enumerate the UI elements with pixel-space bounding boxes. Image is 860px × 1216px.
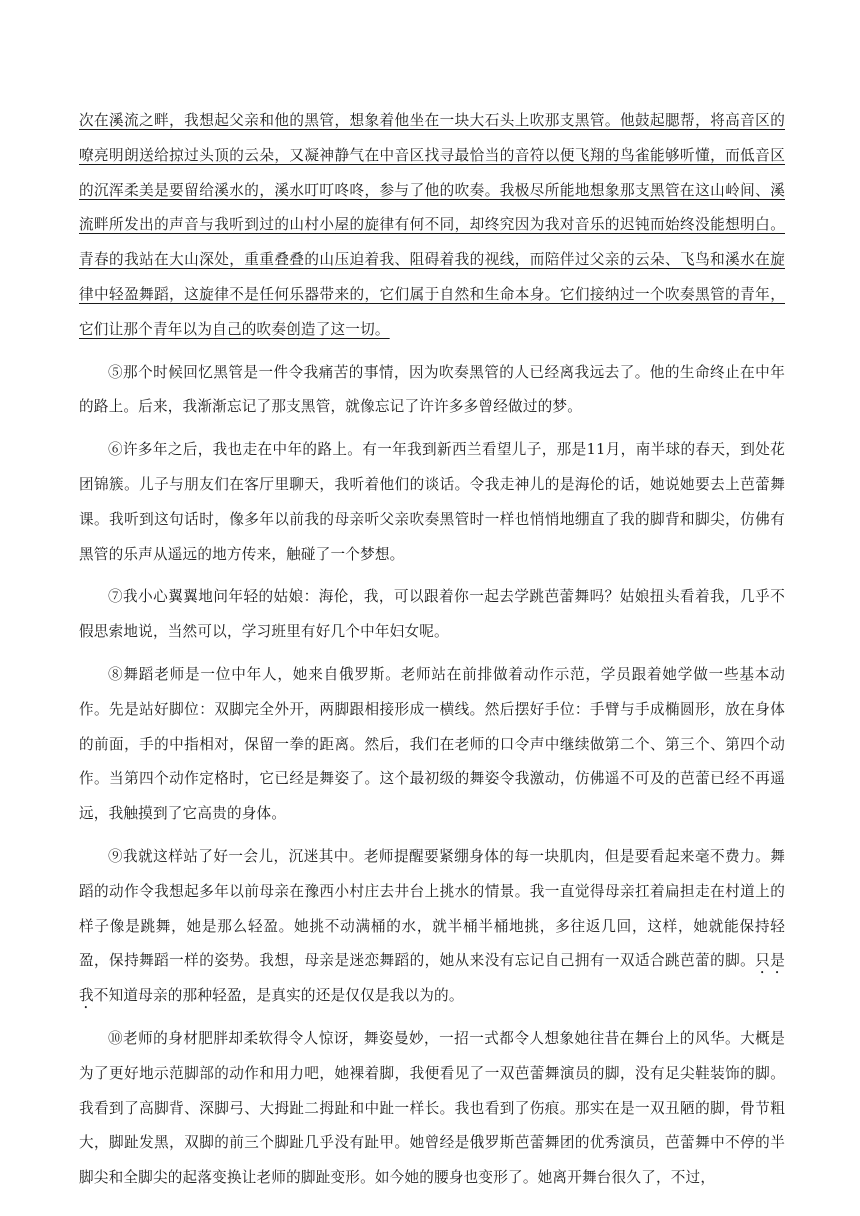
paragraph-9-emphasis: 只是我	[79, 952, 785, 1005]
paragraph-7: ⑦我小心翼翼地问年轻的姑娘：海伦，我，可以跟着你一起去学跳芭蕾舞吗？姑娘扭头看着我，几乎不假思索地说，当然可以，学习班里有好几个中年妇女呢。	[79, 588, 785, 641]
paragraph-9	[79, 840, 785, 1014]
document-body	[79, 104, 785, 1196]
paragraph-8: ⑧舞蹈老师是一位中年人，她来自俄罗斯。老师站在前排做着动作示范，学员跟着她学做一些基本动作。先是站好脚位：双脚完全外开，两脚跟相接形成一横线。然后摆好手位：手臂与手成椭圆形，放在身体的前面，手的中指相对，保留一拳的距离。然后，我们在老师的口令声中继续做第二个、第三个、第四个动作。当第四个动作定格时，它已经是舞姿了。这个最初级的舞姿令我激动，仿佛遥不可及的芭蕾已经不再遥远，我触摸到了它高贵的身体。	[79, 665, 785, 823]
paragraph-9-main: ⑨我就这样站了好一会儿，沉迷其中。老师提醒要紧绷身体的每一块肌肉，但是要看起来毫不费力。舞蹈的动作令我想起多年以前母亲在豫西小村庄去井台上挑水的情景。我一直觉得母亲扛着扁担走在村道上的样子像是跳舞，她是那么轻盈。她挑不动满桶的水，就半桶半桶地挑，多往返几回，这样，她就能保持轻盈，保持舞蹈一样的姿势。我想，母亲是迷恋舞蹈的，她从来没有忘记自己拥有一双适合跳芭蕾的脚。	[79, 847, 785, 970]
paragraph-6: ⑥许多年之后，我也走在中年的路上。有一年我到新西兰看望儿子，那是11月，南半球的春天，到处花团锦簇。儿子与朋友们在客厅里聊天，我听着他们的谈话。令我走神儿的是海伦的话，她说她要去上芭蕾舞课。我听到这句话时，像多年以前我的母亲听父亲吹奏黑管时一样也悄悄地绷直了我的脚背和脚尖，仿佛有黑管的乐声从遥远的地方传来，触碰了一个梦想。	[79, 441, 785, 563]
paragraph-continued-underlined: 次在溪流之畔，我想起父亲和他的黑管，想象着他坐在一块大石头上吹那支黑管。他鼓起腮帮，将高音区的嘹亮明朗送给掠过头顶的云朵，又凝神静气在中音区找寻最恰当的音符以便飞翔的鸟雀能够听懂，而低音区的沉浑柔美是要留给溪水的，溪水叮叮咚咚，参与了他的吹奏。我极尽所能地想象那支黑管在这山岭间、溪流畔所发出的声音与我听到过的山村小屋的旋律有何不同，却终究因为我对音乐的迟钝而始终没能想明白。青春的我站在大山深处，重重叠叠的山压迫着我、阻碍着我的视线，而陪伴过父亲的云朵、飞鸟和溪水在旋律中轻盈舞蹈，这旋律不是任何乐器带来的，它们属于自然和生命本身。它们接纳过一个吹奏黑管的青年，它们让那个青年以为自己的吹奏创造了这一切。	[79, 112, 785, 338]
paragraph-10: ⑩老师的身材肥胖却柔软得令人惊讶，舞姿曼妙，一招一式都令人想象她往昔在舞台上的风华。大概是为了更好地示范脚部的动作和用力吧，她裸着脚，我便看见了一双芭蕾舞演员的脚，没有足尖鞋装饰的脚。我看到了高脚背、深脚弓、大拇趾二拇趾和中趾一样长。我也看到了伤痕。那实在是一双丑陋的脚，骨节粗大，脚趾发黑，双脚的前三个脚趾几乎没有趾甲。她曾经是俄罗斯芭蕾舞团的优秀演员，芭蕾舞中不停的半脚尖和全脚尖的起落变换让老师的脚趾变形。如今她的腰身也变形了。她离开舞台很久了，不过，	[79, 1029, 785, 1187]
paragraph-9-tail: 不知道母亲的那种轻盈，是真实的还是仅仅是我以为的。	[93, 987, 464, 1005]
paragraph-5: ⑤那个时候回忆黑管是一件令我痛苦的事情，因为吹奏黑管的人已经离我远去了。他的生命终止在中年的路上。后来，我渐渐忘记了那支黑管，就像忘记了许许多多曾经做过的梦。	[79, 363, 785, 416]
